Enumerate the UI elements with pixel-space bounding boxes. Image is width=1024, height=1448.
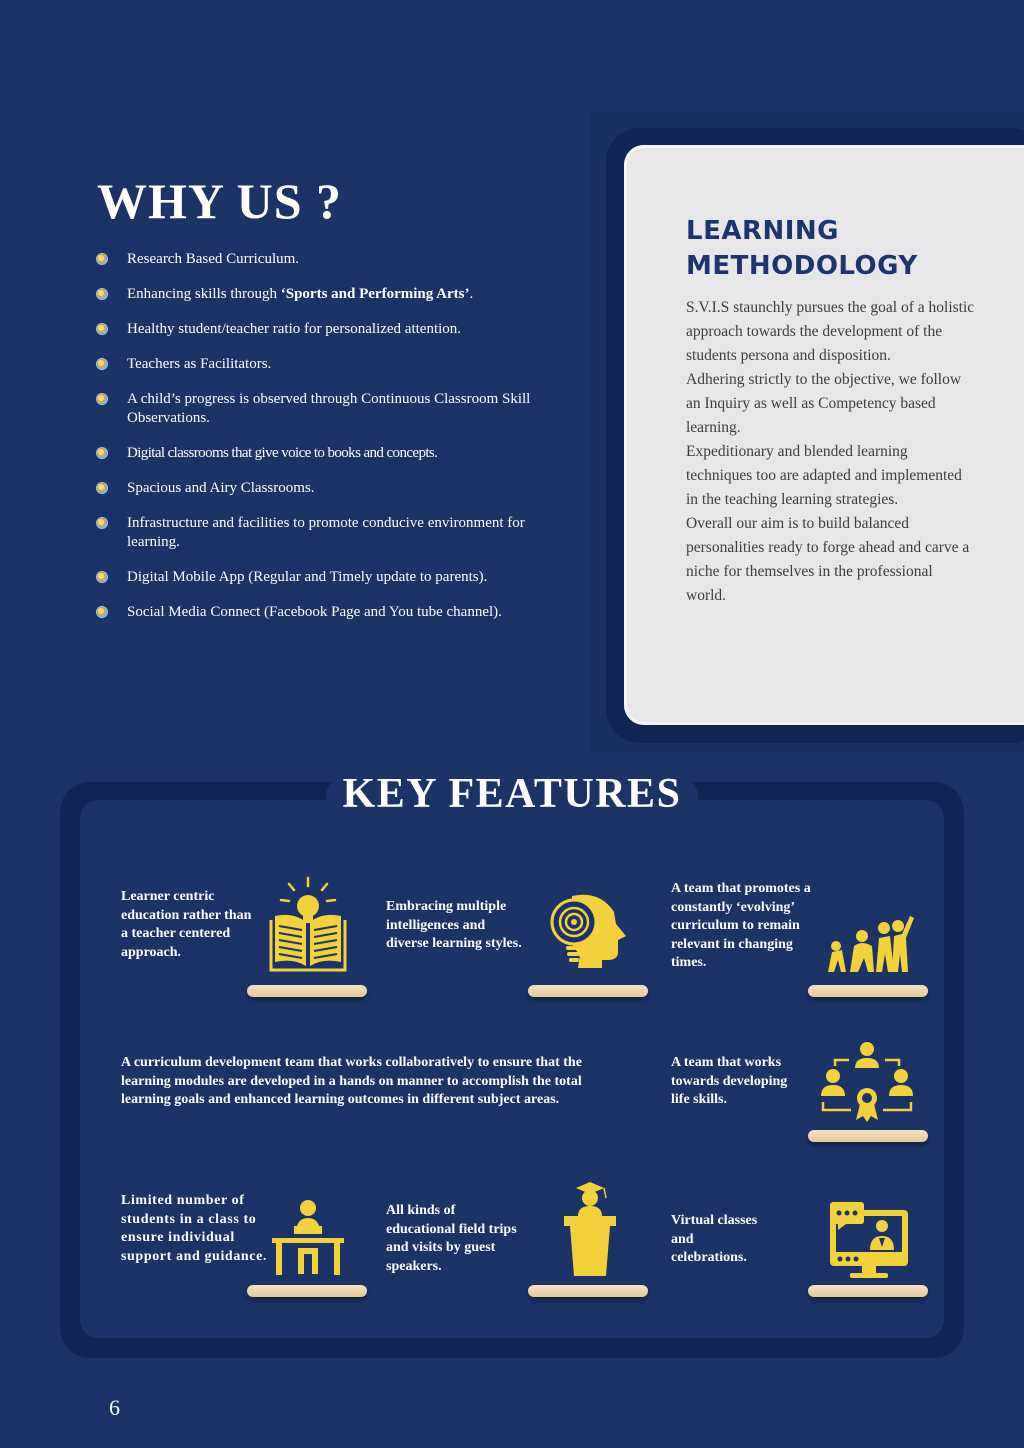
bullet-icon: [97, 359, 107, 369]
page-number: 6: [109, 1395, 120, 1420]
book-lightbulb-icon: [263, 876, 353, 976]
why-us-item: Spacious and Airy Classrooms.: [97, 479, 577, 498]
shelf-base: [808, 985, 928, 997]
feature-life-skills: A team that works towards developing life skills.: [671, 1055, 788, 1108]
methodology-title: LEARNING METHODOLOGY: [686, 216, 918, 281]
why-us-item: Research Based Curriculum.: [97, 250, 577, 269]
methodology-paragraph: Overall our aim is to build balanced personalities ready to forge ahead and carve a niche for themselves in the professional world.: [686, 515, 970, 604]
bullet-icon: [97, 324, 107, 334]
methodology-body: [686, 296, 976, 608]
feature-evolving-curriculum: A team that promotes a constantly ‘evolving’ curriculum to remain relevant in changing times.: [671, 881, 811, 971]
bullet-icon: [97, 394, 107, 404]
student-desk-icon: [268, 1198, 348, 1278]
team-award-icon: [815, 1040, 919, 1122]
bullet-icon: [97, 607, 107, 617]
methodology-paragraph: Expeditionary and blended learning techniques too are adapted and implemented in the teaching learning strategies.: [686, 443, 962, 508]
bullet-icon: [97, 254, 107, 264]
why-us-title: WHY US ?: [97, 173, 343, 229]
bullet-icon: [97, 289, 107, 299]
why-us-item: Digital Mobile App (Regular and Timely update to parents).: [97, 568, 577, 587]
methodology-paragraph: Adhering strictly to the objective, we follow an Inquiry as well as Competency based learning.: [686, 371, 962, 436]
bullet-icon: [97, 483, 107, 493]
feature-limited-students: Limited number of students in a class to ensure individual support and guidance.: [121, 1193, 268, 1264]
shelf-base: [247, 985, 367, 997]
bullet-icon: [97, 448, 107, 458]
why-us-item: Enhancing skills through ‘Sports and Performing Arts’.: [97, 285, 577, 304]
feature-learner-centric: Learner centric education rather than a teacher centered approach.: [121, 889, 252, 960]
shelf-base: [247, 1285, 367, 1297]
shelf-base: [808, 1130, 928, 1142]
why-us-item: Teachers as Facilitators.: [97, 355, 577, 374]
key-features-title: KEY FEATURES: [342, 771, 682, 817]
shelf-base: [808, 1285, 928, 1297]
feature-multiple-intelligences: Embracing multiple intelligences and diverse learning styles.: [386, 899, 522, 952]
virtual-class-monitor-icon: [828, 1200, 910, 1280]
bullet-icon: [97, 518, 107, 528]
feature-virtual-classes: Virtual classes and celebrations.: [671, 1213, 758, 1266]
feature-field-trips: All kinds of educational field trips and visits by guest speakers.: [386, 1203, 517, 1274]
feature-curriculum-development-team: A curriculum development team that works collaboratively to ensure that the learning modules are developed in a hands on manner to accomplish the total learning goals and enhanced learning outcomes in different subject areas.: [121, 1055, 582, 1108]
shelf-base: [528, 985, 648, 997]
why-us-item: A child’s progress is observed through Continuous Classroom Skill Observations.: [97, 390, 577, 428]
why-us-item: Healthy student/teacher ratio for personalized attention.: [97, 320, 577, 339]
methodology-paragraph: S.V.I.S staunchly pursues the goal of a holistic approach towards the development of the students persona and disposition.: [686, 299, 975, 364]
head-lightbulb-icon: [548, 890, 630, 972]
evolution-icon: [822, 914, 914, 974]
why-us-list: [97, 250, 577, 638]
graduate-podium-icon: [560, 1182, 620, 1278]
why-us-item: Infrastructure and facilities to promote conducive environment for learning.: [97, 514, 577, 552]
why-us-item: Social Media Connect (Facebook Page and You tube channel).: [97, 603, 577, 622]
bullet-icon: [97, 572, 107, 582]
shelf-base: [528, 1285, 648, 1297]
why-us-item: Digital classrooms that give voice to books and concepts.: [97, 444, 577, 463]
